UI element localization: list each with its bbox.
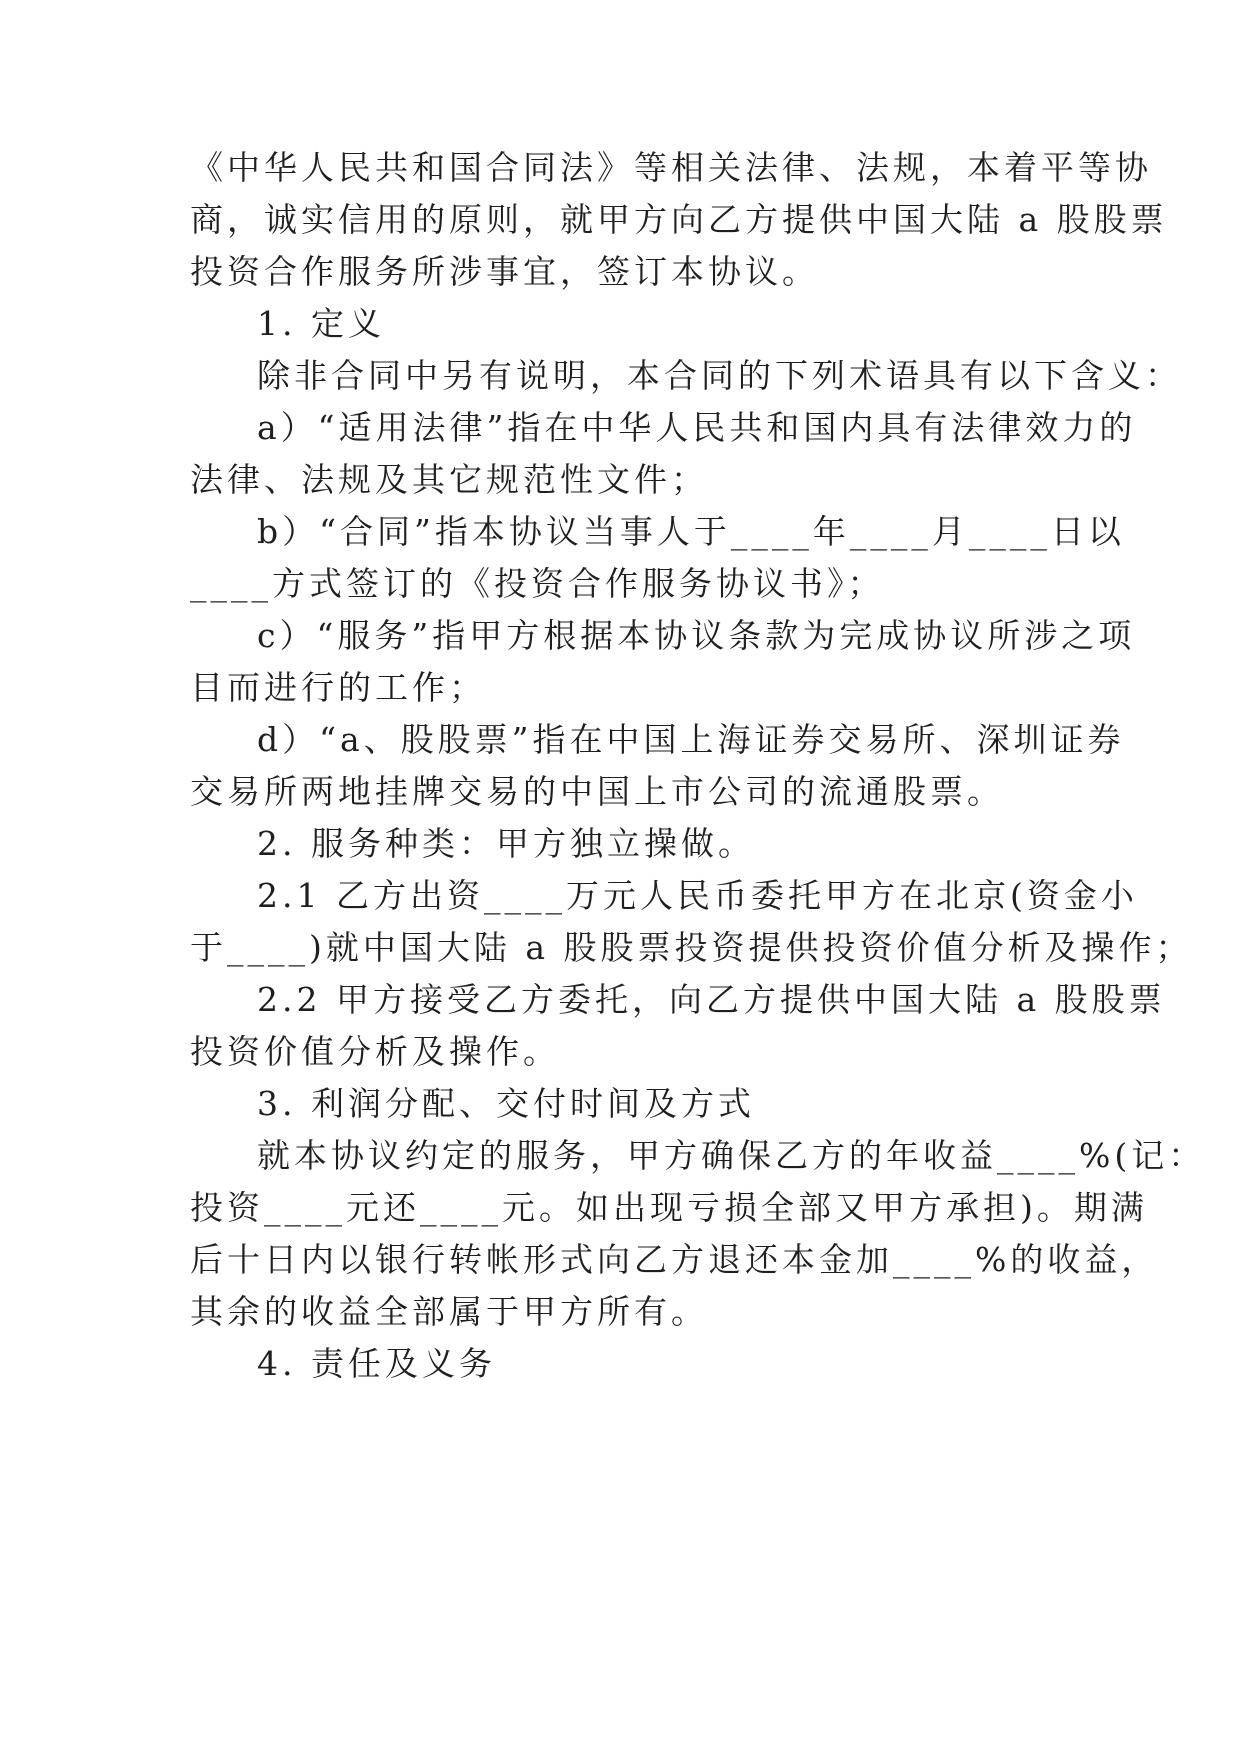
paragraph-line: 除非合同中另有说明，本合同的下列术语具有以下含义： [257, 356, 1182, 395]
paragraph-line: 于____)就中国大陆 a 股股票投资提供投资价值分析及操作； [190, 928, 1193, 967]
clause-item: 2.2 甲方接受乙方委托，向乙方提供中国大陆 a 股股票 [257, 980, 1166, 1019]
definition-item: c）“服务”指甲方根据本协议条款为完成协议所涉之项 [257, 616, 1136, 655]
paragraph-line: 目而进行的工作； [190, 668, 486, 707]
paragraph-line: 其余的收益全部属于甲方所有。 [190, 1292, 708, 1331]
section-heading: 4. 责任及义务 [257, 1344, 496, 1383]
section-heading: 3. 利润分配、交付时间及方式 [257, 1084, 755, 1123]
paragraph-line: 投资____元还____元。如出现亏损全部又甲方承担)。期满 [190, 1188, 1148, 1227]
section-heading: 1. 定义 [257, 304, 385, 343]
definition-item: b）“合同”指本协议当事人于____年____月____日以 [257, 512, 1125, 551]
paragraph-line: 法律、法规及其它规范性文件； [190, 460, 708, 499]
definition-item: d）“a、股股票”指在中国上海证券交易所、深圳证券 [257, 720, 1125, 759]
clause-item: 2.1 乙方出资____万元人民币委托甲方在北京(资金小 [257, 876, 1138, 915]
definition-item: a）“适用法律”指在中华人民共和国内具有法律效力的 [257, 408, 1137, 447]
section-heading: 2. 服务种类：甲方独立操做。 [257, 824, 755, 863]
paragraph-line: 后十日内以银行转帐形式向乙方退还本金加____%的收益， [190, 1240, 1159, 1279]
paragraph-line: 投资合作服务所涉事宜，签订本协议。 [190, 252, 819, 291]
paragraph-line: 投资价值分析及操作。 [190, 1032, 560, 1071]
paragraph-line: 交易所两地挂牌交易的中国上市公司的流通股票。 [190, 772, 1004, 811]
paragraph-line: 商，诚实信用的原则，就甲方向乙方提供中国大陆 a 股股票 [190, 200, 1168, 239]
paragraph-line: 就本协议约定的服务，甲方确保乙方的年收益____%(记： [257, 1136, 1206, 1175]
paragraph-line: ____方式签订的《投资合作服务协议书》； [190, 564, 885, 603]
paragraph-line: 《中华人民共和国合同法》等相关法律、法规，本着平等协 [190, 148, 1152, 187]
